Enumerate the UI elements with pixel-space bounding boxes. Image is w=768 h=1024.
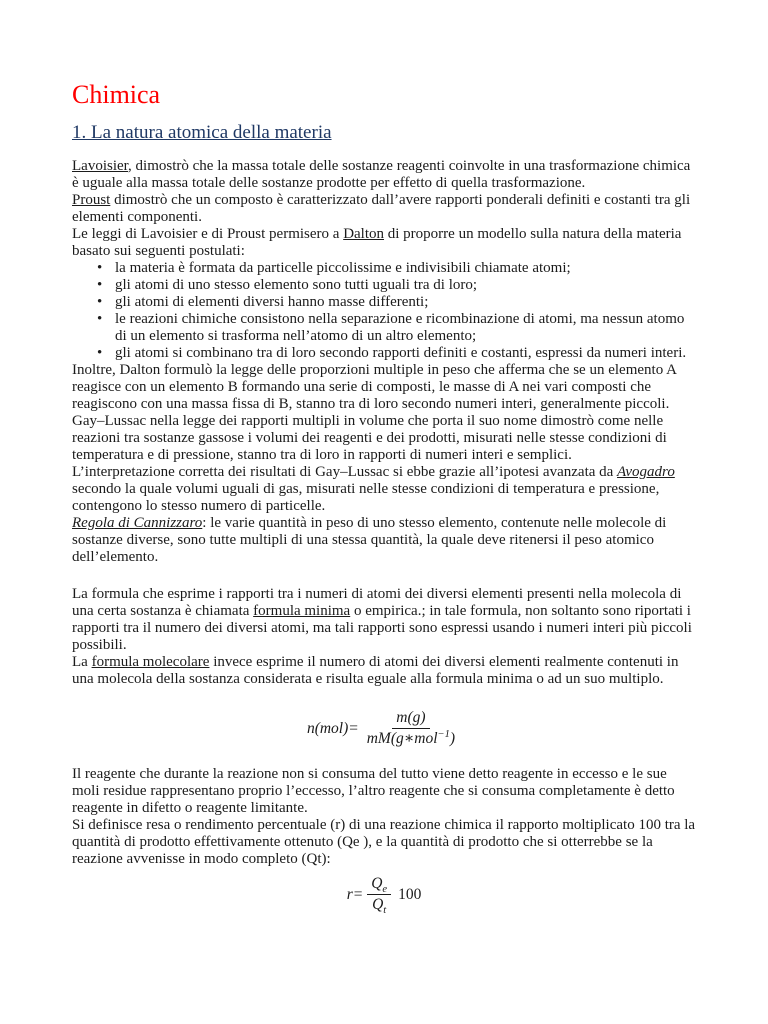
list-item (97, 294, 696, 311)
list-item-text (115, 260, 696, 277)
text-run: Le leggi di Lavoisier e di Proust permisero a (72, 226, 344, 242)
bullet-icon: • (97, 260, 103, 276)
list-item-text (115, 277, 696, 294)
para-proporzioni-multiple (72, 362, 696, 413)
formula-lhs (347, 886, 364, 904)
fraction-numerator (392, 709, 429, 729)
text-run: gli atomi di uno stesso elemento sono tutti uguali tra di loro; (115, 277, 478, 293)
bullet-icon: • (97, 277, 103, 293)
list-item-text (115, 294, 696, 311)
text-run: secondo la quale volumi uguali di gas, misurati nelle stesse condizioni di temperatura e pressione, contengono lo stesso numero di particelle. (72, 481, 660, 514)
bullet-list-postulati (72, 260, 696, 362)
text-run: dimostrò che un composto è caratterizzato dall’avere rapporti ponderali definiti e costanti tra gli elementi componenti. (72, 192, 691, 225)
text-run: L’interpretazione corretta dei risultati di Gay–Lussac si ebbe grazie all’ipotesi avanzata da (72, 464, 618, 480)
para-formula-molecolare (72, 654, 696, 688)
list-item (97, 260, 696, 277)
text-run: Avogadro (617, 464, 675, 480)
blank-line (72, 566, 696, 586)
para-avogadro (72, 464, 696, 515)
mole-formula (72, 709, 696, 748)
bullet-icon: • (97, 345, 103, 361)
fraction (363, 709, 459, 748)
text-run: 100 (398, 885, 422, 903)
formula-lhs (307, 720, 359, 738)
list-item (97, 277, 696, 294)
text-run: Q (371, 875, 383, 892)
text-run: Gay–Lussac nella legge dei rapporti multipli in volume che porta il suo nome dimostrò come nelle reazioni tra sostanze gassose i volumi dei reagenti e dei prodotti, misurati nelle stesse condizioni di temperatura e di pressione, stanno tra di loro in rapporti di numeri interi e semplici. (72, 413, 667, 463)
text-run: m(g) (396, 709, 426, 726)
fraction-denominator (368, 895, 390, 917)
document-body (72, 158, 696, 917)
text-run: La formula che esprime i rapporti tra i numeri di atomi dei diversi elementi presenti nella molecola di una certa sostanza è chiamata (72, 586, 682, 619)
text-run: Inoltre, Dalton formulò la legge delle proporzioni multiple in peso che afferma che se un elemento A reagisce con un elemento B formando una serie di composti, le masse di A nei vari composti che reagiscono con una massa fissa di B, stanno tra di loro secondo numeri interi, generalmente piccoli. (72, 362, 677, 412)
para-formula-minima (72, 586, 696, 654)
section-heading: 1. La natura atomica della materia (72, 122, 332, 143)
para-cannizzaro (72, 515, 696, 566)
text-run: Proust (72, 192, 111, 208)
fraction-denominator (363, 729, 459, 748)
para-reagente-limitante (72, 766, 696, 817)
formula-trail (398, 886, 421, 904)
text-run: −1 (437, 728, 450, 740)
text-run: La (72, 654, 92, 670)
list-item (97, 345, 696, 362)
text-run: mM(g∗mol (366, 730, 438, 747)
text-run: di proporre un modello sulla natura della materia basato sui seguenti postulati: (72, 226, 682, 259)
para-lavoisier (72, 158, 696, 192)
text-run: n(mol)= (306, 719, 359, 737)
yield-formula (72, 875, 696, 917)
fraction-numerator (367, 875, 391, 895)
para-resa-percentuale (72, 817, 696, 868)
list-item (97, 311, 696, 345)
bullet-icon: • (97, 294, 103, 310)
text-run: o empirica.; in tale formula, non soltanto sono riportati i rapporti tra il numero dei diversi atomi, ma tali rapporti sono espressi usando i numeri interi più piccoli possibili. (72, 603, 692, 653)
para-proust (72, 192, 696, 226)
list-item-text (115, 345, 696, 362)
text-run: gli atomi di elementi diversi hanno masse differenti; (115, 294, 429, 310)
text-run: Lavoisier (72, 158, 129, 174)
fraction (367, 875, 391, 917)
text-run: formula molecolare (91, 654, 210, 670)
text-run: le reazioni chimiche consistono nella separazione e ricombinazione di atomi, ma nessun atomo di un elemento si trasforma nell’atomo di un altro elemento; (115, 311, 685, 344)
text-run: : le varie quantità in peso di uno stesso elemento, contenute nelle molecole di sostanze diverse, sono tutte multipli di una stessa quantità, la quale deve ritenersi il peso atomico dell’elemento. (72, 515, 667, 565)
para-gay-lussac (72, 413, 696, 464)
text-run: ) (449, 730, 456, 747)
list-item-text (115, 311, 696, 345)
text-run: t (383, 905, 387, 917)
para-dalton-intro (72, 226, 696, 260)
text-run: la materia è formata da particelle piccolissime e indivisibili chiamate atomi; (115, 260, 571, 276)
text-run: formula minima (253, 603, 351, 619)
text-run: Si definisce resa o rendimento percentuale (r) di una reazione chimica il rapporto moltiplicato 100 tra la quantità di prodotto effettivamente ottenuto (Qe ), e la quantità di prodotto che si otterrebbe se la reazione avvenisse in modo completo (Qt): (72, 817, 696, 867)
text-run: , dimostrò che la massa totale delle sostanze reagenti coinvolte in una trasformazione chimica è uguale alla massa totale delle sostanze prodotte per effetto di quella trasformazione. (72, 158, 691, 191)
document-title: Chimica (72, 80, 161, 109)
text-run: Q (372, 896, 384, 913)
text-run: Regola di Cannizzaro (72, 515, 203, 531)
text-run: Il reagente che durante la reazione non si consuma del tutto viene detto reagente in eccesso e le sue moli residue rappresentano proprio l’eccesso, l’altro reagente che si consuma completamente è detto reagente in difetto o reagente limitante. (72, 766, 675, 816)
bullet-icon: • (97, 311, 103, 327)
text-run: Dalton (343, 226, 385, 242)
text-run: invece esprime il numero di atomi dei diversi elementi realmente contenuti in una molecola della sostanza considerata e risulta eguale alla formula minima o ad un suo multiplo. (72, 654, 679, 687)
text-run: r= (346, 885, 364, 903)
text-run: e (382, 884, 388, 896)
text-run: gli atomi si combinano tra di loro secondo rapporti definiti e costanti, espressi da numeri interi. (115, 345, 687, 361)
